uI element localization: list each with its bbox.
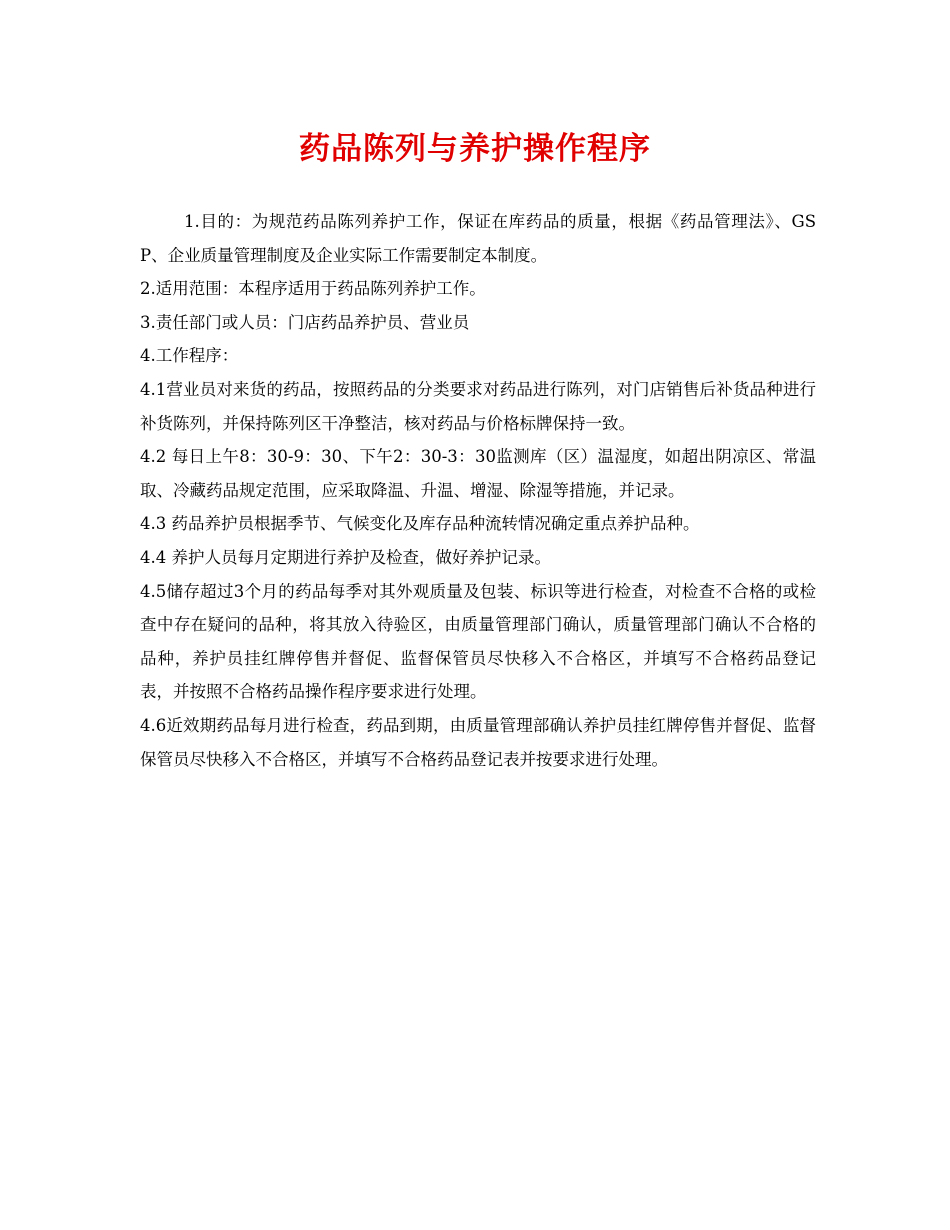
paragraph-procedure-4-1: 4.1营业员对来货的药品，按照药品的分类要求对药品进行陈列，对门店销售后补货品种进行补货陈列，并保持陈列区干净整洁，核对药品与价格标牌保持一致。 [140, 379, 816, 433]
paragraph-procedure-4-6: 4.6近效期药品每月进行检查，药品到期，由质量管理部确认养护员挂红牌停售并督促、监督保管员尽快移入不合格区，并填写不合格药品登记表并按要求进行处理。 [140, 715, 816, 769]
document-title: 药品陈列与养护操作程序 [299, 131, 651, 167]
paragraph-procedure-4-3: 4.3 药品养护员根据季节、气候变化及库存品种流转情况确定重点养护品种。 [140, 514, 700, 534]
paragraph-responsibility: 3.责任部门或人员：门店药品养护员、营业员 [140, 312, 470, 332]
paragraph-procedure-heading: 4.工作程序： [140, 346, 239, 366]
document-body [140, 205, 816, 776]
paragraph-procedure-4-4: 4.4 养护人员每月定期进行养护及检查，做好养护记录。 [140, 547, 551, 567]
paragraph-procedure-4-2: 4.2 每日上午8：30-9：30、下午2：30-3：30监测库（区）温湿度，如超出阴凉区、常温取、冷藏药品规定范围，应采取降温、升温、增湿、除湿等措施，并记录。 [140, 447, 816, 500]
paragraph-purpose: 1.目的：为规范药品陈列养护工作，保证在库药品的质量，根据《药品管理法》、GSP、企业质量管理制度及企业实际工作需要制定本制度。 [140, 212, 816, 265]
paragraph-procedure-4-5: 4.5储存超过3个月的药品每季对其外观质量及包装、标识等进行检查，对检查不合格的或检查中存在疑问的品种，将其放入待验区，由质量管理部门确认，质量管理部门确认不合格的品种，养护员挂红牌停售并督促、监督保管员尽快移入不合格区，并填写不合格药品登记表，并按照不合格药品操作程序要求进行处理。 [140, 581, 816, 702]
paragraph-scope: 2.适用范围：本程序适用于药品陈列养护工作。 [140, 279, 486, 299]
